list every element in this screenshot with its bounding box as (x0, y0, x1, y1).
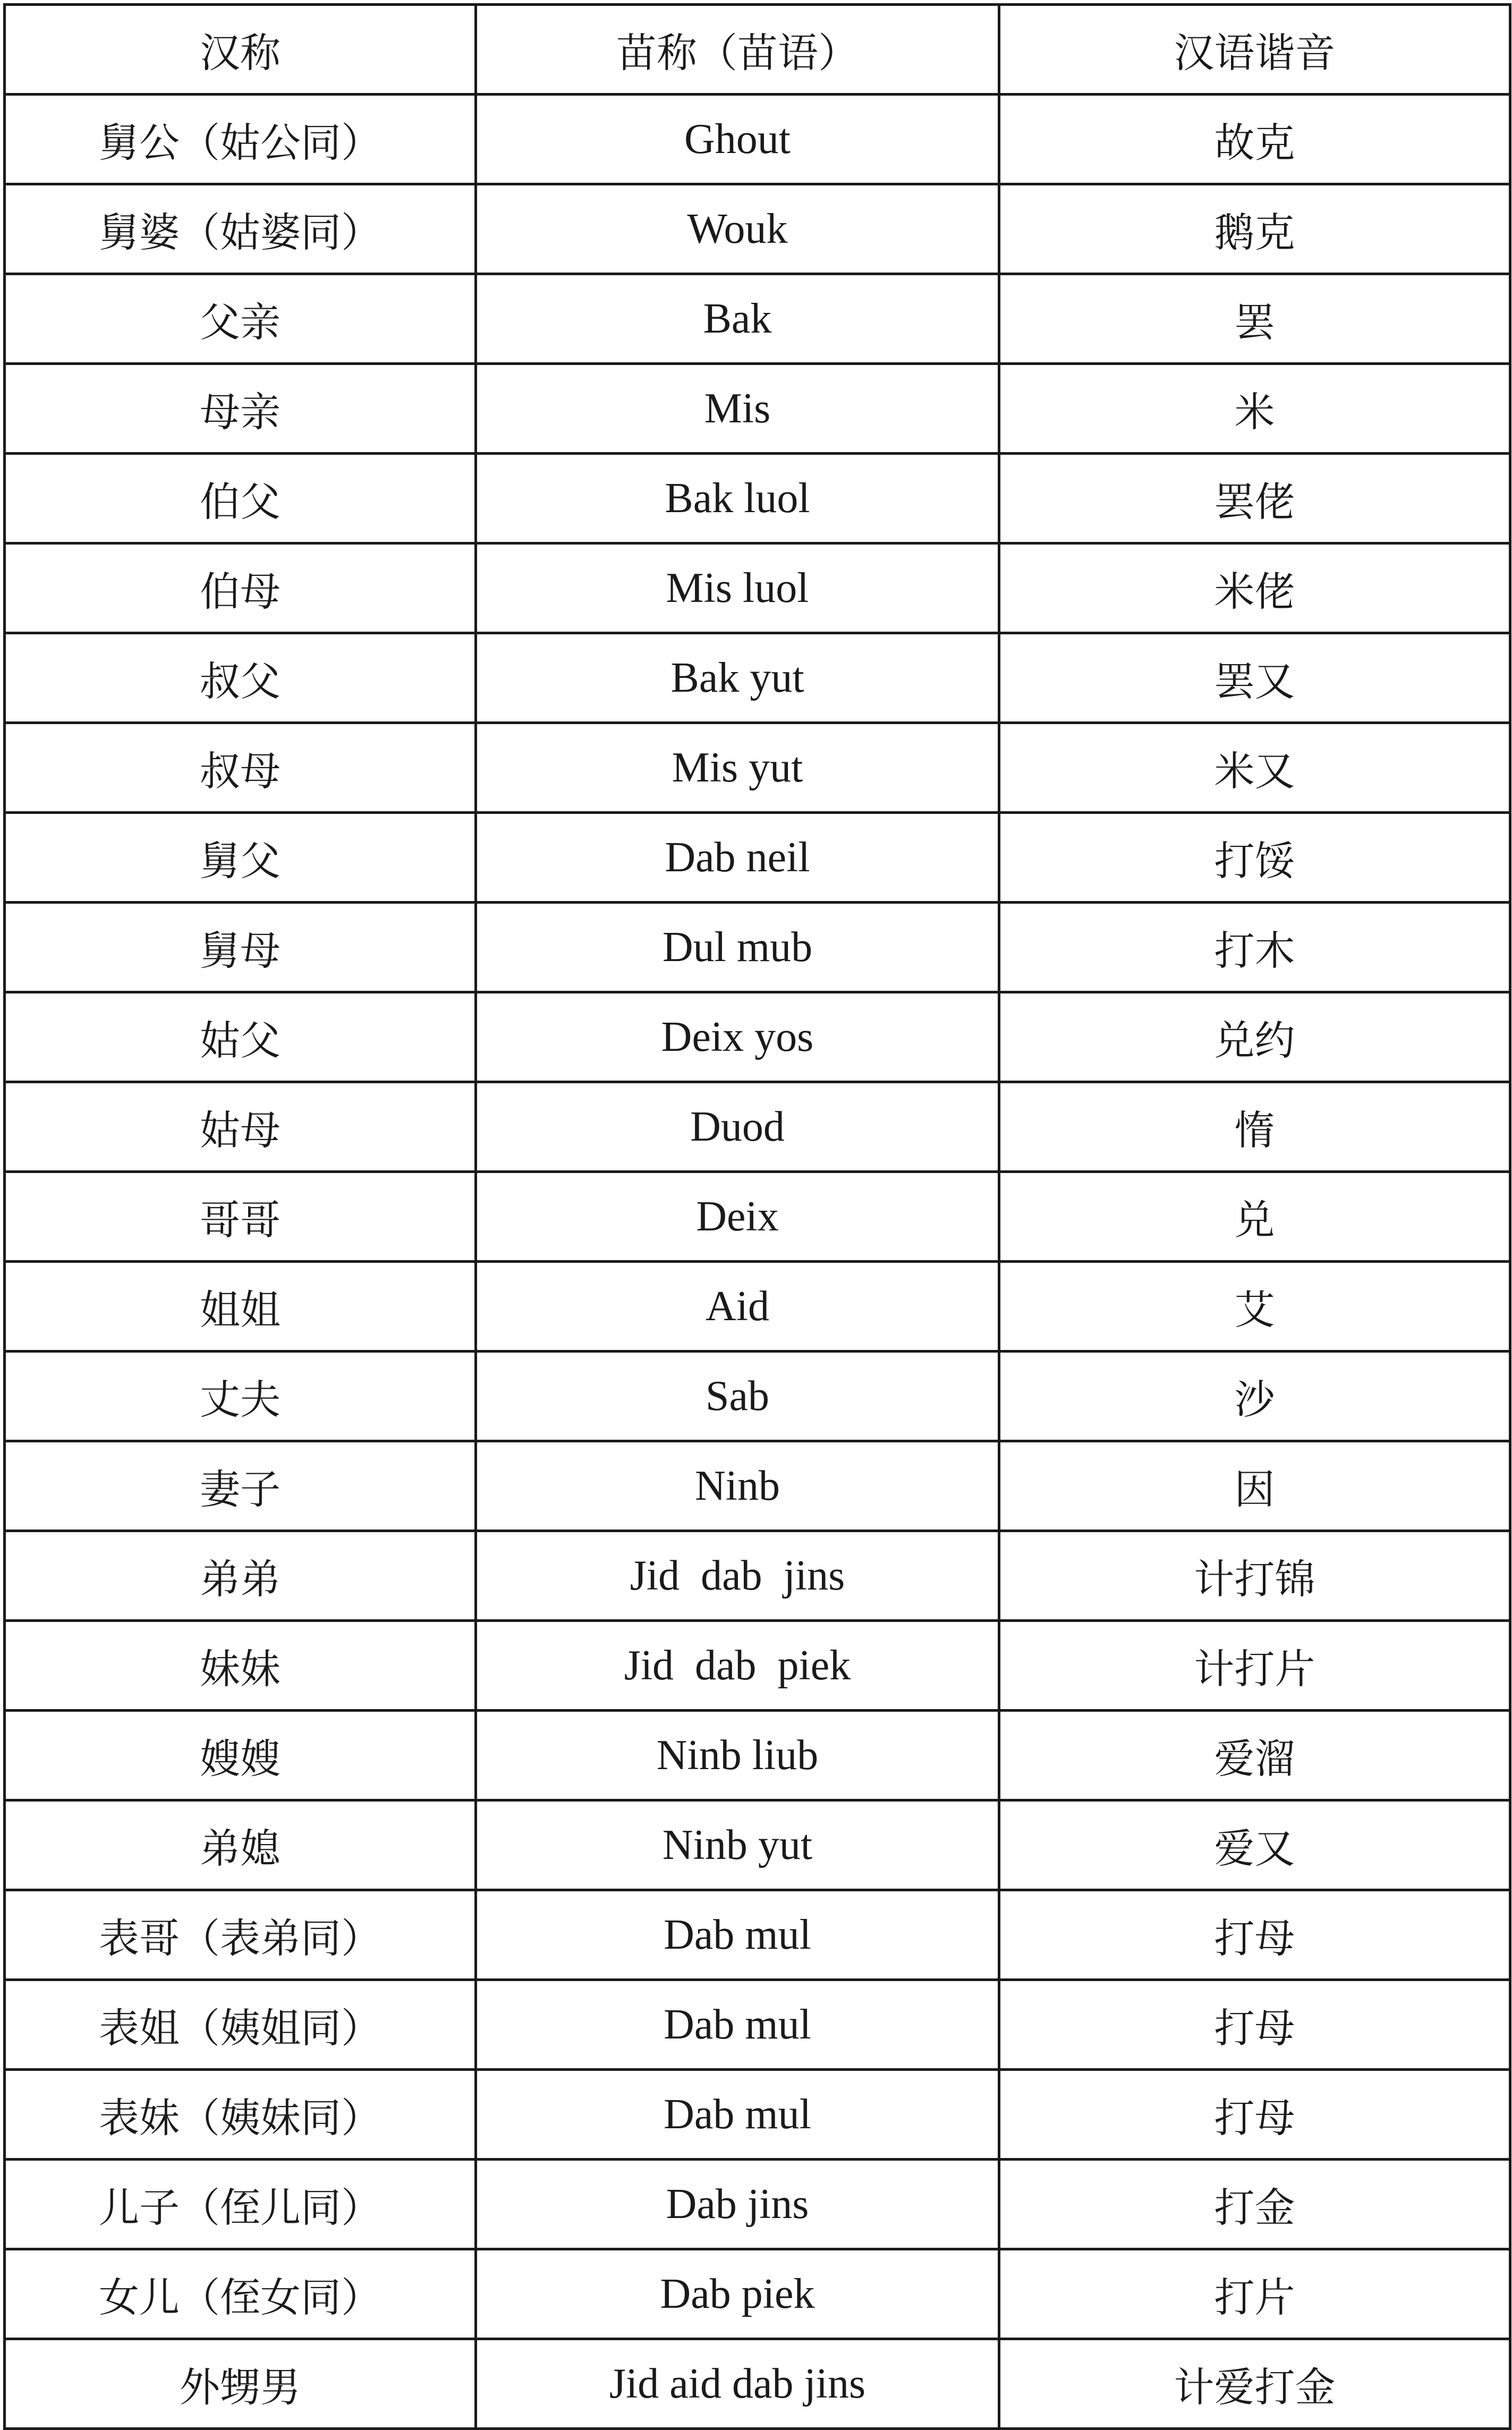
header-miao-term: 苗称（苗语） (476, 5, 999, 95)
chinese-term-cell: 儿子（侄儿同） (5, 2160, 476, 2249)
miao-term-cell: Ghout (476, 95, 999, 184)
homophone-cell: 米佬 (999, 543, 1510, 633)
table-row (5, 992, 1510, 1082)
homophone-cell: 罢佬 (999, 454, 1510, 543)
kinship-terms-table-container (3, 3, 1509, 2411)
table-row (5, 1262, 1510, 1352)
miao-term-cell: Mis luol (476, 543, 999, 633)
table-row (5, 813, 1510, 903)
chinese-term-cell: 表姐（姨姐同） (5, 1980, 476, 2070)
chinese-term-cell: 表哥（表弟同） (5, 1890, 476, 1980)
miao-term-cell: Deix yos (476, 992, 999, 1082)
miao-term-cell: Bak luol (476, 454, 999, 543)
miao-term-cell: Aid (476, 1262, 999, 1352)
miao-term-cell: Mis yut (476, 723, 999, 813)
chinese-term-cell: 叔父 (5, 633, 476, 723)
chinese-term-cell: 外甥男 (5, 2339, 476, 2429)
table-row (5, 1980, 1510, 2070)
table-row (5, 1441, 1510, 1531)
miao-term-cell: Ninb liub (476, 1711, 999, 1800)
chinese-term-cell: 妻子 (5, 1441, 476, 1531)
miao-term-cell: Dab mul (476, 1890, 999, 1980)
table-row (5, 274, 1510, 364)
chinese-term-cell: 伯母 (5, 543, 476, 633)
chinese-term-cell: 妹妹 (5, 1621, 476, 1711)
homophone-cell: 因 (999, 1441, 1510, 1531)
homophone-cell: 沙 (999, 1352, 1510, 1441)
homophone-cell: 艾 (999, 1262, 1510, 1352)
homophone-cell: 米 (999, 364, 1510, 454)
miao-term-cell: Wouk (476, 184, 999, 274)
miao-term-cell: Sab (476, 1352, 999, 1441)
homophone-cell: 惰 (999, 1082, 1510, 1172)
homophone-cell: 罢又 (999, 633, 1510, 723)
chinese-term-cell: 姐姐 (5, 1262, 476, 1352)
homophone-cell: 打木 (999, 903, 1510, 992)
homophone-cell: 打片 (999, 2249, 1510, 2339)
chinese-term-cell: 伯父 (5, 454, 476, 543)
miao-term-cell: Dab neil (476, 813, 999, 903)
chinese-term-cell: 哥哥 (5, 1172, 476, 1262)
table-row (5, 1890, 1510, 1980)
chinese-term-cell: 弟弟 (5, 1531, 476, 1621)
miao-term-cell: Bak yut (476, 633, 999, 723)
chinese-term-cell: 叔母 (5, 723, 476, 813)
miao-term-cell: Dab jins (476, 2160, 999, 2249)
chinese-term-cell: 女儿（侄女同） (5, 2249, 476, 2339)
miao-term-cell: Ninb yut (476, 1800, 999, 1890)
miao-term-cell: Deix (476, 1172, 999, 1262)
table-row (5, 95, 1510, 184)
table-row (5, 1621, 1510, 1711)
table-row (5, 1531, 1510, 1621)
homophone-cell: 米又 (999, 723, 1510, 813)
table-row (5, 543, 1510, 633)
homophone-cell: 打母 (999, 2070, 1510, 2160)
miao-term-cell: Dab mul (476, 1980, 999, 2070)
miao-term-cell: Jid dab jins (476, 1531, 999, 1621)
table-row (5, 454, 1510, 543)
miao-term-cell: Dab mul (476, 2070, 999, 2160)
table-row (5, 2249, 1510, 2339)
homophone-cell: 故克 (999, 95, 1510, 184)
miao-term-cell: Duod (476, 1082, 999, 1172)
table-row (5, 903, 1510, 992)
chinese-term-cell: 舅公（姑公同） (5, 95, 476, 184)
chinese-term-cell: 嫂嫂 (5, 1711, 476, 1800)
chinese-term-cell: 姑母 (5, 1082, 476, 1172)
kinship-terms-table (3, 3, 1511, 2430)
table-row (5, 2160, 1510, 2249)
chinese-term-cell: 舅母 (5, 903, 476, 992)
miao-term-cell: Bak (476, 274, 999, 364)
homophone-cell: 鹅克 (999, 184, 1510, 274)
homophone-cell: 计爱打金 (999, 2339, 1510, 2429)
chinese-term-cell: 姑父 (5, 992, 476, 1082)
table-row (5, 1711, 1510, 1800)
header-chinese-term: 汉称 (5, 5, 476, 95)
table-row (5, 633, 1510, 723)
table-row (5, 2070, 1510, 2160)
homophone-cell: 计打片 (999, 1621, 1510, 1711)
chinese-term-cell: 舅婆（姑婆同） (5, 184, 476, 274)
table-row (5, 1172, 1510, 1262)
homophone-cell: 爱溜 (999, 1711, 1510, 1800)
chinese-term-cell: 丈夫 (5, 1352, 476, 1441)
homophone-cell: 兑 (999, 1172, 1510, 1262)
miao-term-cell: Mis (476, 364, 999, 454)
miao-term-cell: Jid dab piek (476, 1621, 999, 1711)
homophone-cell: 打母 (999, 1890, 1510, 1980)
table-header-row (5, 5, 1510, 95)
header-chinese-homophone: 汉语谐音 (999, 5, 1510, 95)
table-row (5, 1082, 1510, 1172)
miao-term-cell: Dul mub (476, 903, 999, 992)
chinese-term-cell: 母亲 (5, 364, 476, 454)
homophone-cell: 打母 (999, 1980, 1510, 2070)
chinese-term-cell: 舅父 (5, 813, 476, 903)
homophone-cell: 兑约 (999, 992, 1510, 1082)
table-row (5, 1352, 1510, 1441)
table-row (5, 364, 1510, 454)
table-row (5, 723, 1510, 813)
table-row (5, 2339, 1510, 2429)
homophone-cell: 罢 (999, 274, 1510, 364)
homophone-cell: 爱又 (999, 1800, 1510, 1890)
homophone-cell: 打金 (999, 2160, 1510, 2249)
table-row (5, 184, 1510, 274)
chinese-term-cell: 父亲 (5, 274, 476, 364)
miao-term-cell: Ninb (476, 1441, 999, 1531)
chinese-term-cell: 表妹（姨妹同） (5, 2070, 476, 2160)
table-row (5, 1800, 1510, 1890)
chinese-term-cell: 弟媳 (5, 1800, 476, 1890)
homophone-cell: 打馁 (999, 813, 1510, 903)
miao-term-cell: Jid aid dab jins (476, 2339, 999, 2429)
miao-term-cell: Dab piek (476, 2249, 999, 2339)
homophone-cell: 计打锦 (999, 1531, 1510, 1621)
